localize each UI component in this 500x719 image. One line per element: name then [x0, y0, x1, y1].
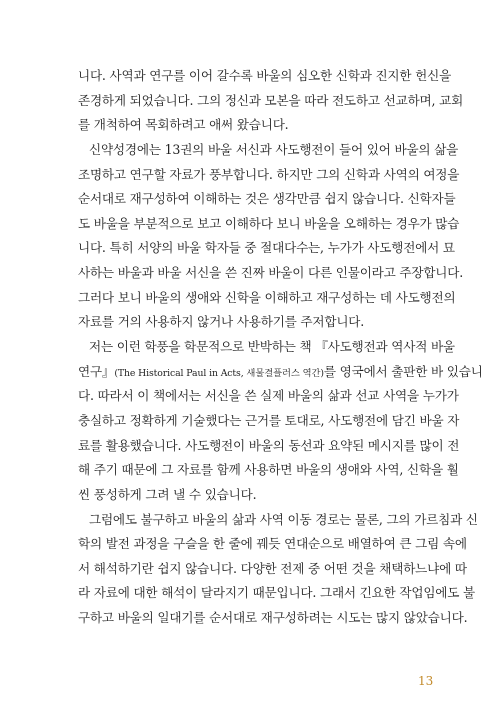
text-line: 를 개척하여 목회하려고 애써 왔습니다.: [78, 117, 289, 133]
text-line: 니다. 사역과 연구를 이어 갈수록 바울의 심오한 신학과 진지한 헌신을: [78, 68, 452, 83]
text-line: 다. 따라서 이 책에서는 서신을 쓴 실제 바울의 삶과 선교 사역을 누가가: [78, 388, 459, 404]
paragraph-1: [78, 64, 464, 138]
text-line: 충실하고 정확하게 기술했다는 근거를 토대로, 사도행전에 담긴 바울 자: [78, 412, 460, 428]
paragraph-2: [78, 138, 464, 335]
text-line: 학의 발전 과정을 구슬을 한 줄에 꿰듯 연대순으로 배열하여 큰 그림 속에: [78, 536, 467, 552]
paragraph-4: [78, 508, 478, 631]
text-line: 라 자료에 대한 해석이 달라지기 때문입니다. 그래서 긴요한 작업임에도 불: [78, 585, 475, 601]
text-line: 니다. 특히 서양의 바울 학자들 중 절대다수는, 누가가 사도행전에서 묘: [78, 240, 455, 256]
text-line: 그럼에도 불구하고 바울의 삶과 사역 이동 경로는 물론, 그의 가르침과 신: [89, 511, 478, 527]
citation-note: (The Historical Paul in Acts, 새물결플러스 역간): [114, 367, 324, 379]
text-line: 자료를 거의 사용하지 않거나 사용하기를 주저합니다.: [78, 314, 365, 330]
paragraph-3: [78, 335, 483, 507]
body-text: [78, 64, 483, 631]
text-line: 그러다 보니 바울의 생애와 신학을 이해하고 재구성하는 데 사도행전의: [78, 289, 456, 305]
text-line: 구하고 바울의 일대기를 순서대로 재구성하려는 시도는 많지 않았습니다.: [78, 610, 468, 626]
text-line: 존경하게 되었습니다. 그의 정신과 모본을 따라 전도하고 선교하며, 교회: [78, 92, 464, 108]
text-line: 저는 이런 학풍을 학문적으로 반박하는 책 『사도행전과 역사적 바울: [89, 339, 455, 355]
text-line: 조명하고 연구할 자료가 풍부합니다. 하지만 그의 신학과 사역의 여정을: [78, 166, 460, 182]
text-run: 를 영국에서 출판한 바 있습니: [323, 363, 483, 379]
book-title-end: 연구』: [78, 363, 115, 379]
text-line: 순서대로 재구성하여 이해하는 것은 생각만큼 쉽지 않습니다. 신학자들: [78, 191, 456, 207]
text-line: 도 바울을 부분적으로 보고 이해하다 보니 바울을 오해하는 경우가 많습: [78, 215, 460, 231]
text-line: 사하는 바울과 바울 서신을 쓴 진짜 바울이 다른 인물이라고 주장합니다.: [78, 265, 464, 281]
text-line: 료를 활용했습니다. 사도행전이 바울의 동선과 요약된 메시지를 많이 전: [78, 437, 460, 453]
text-line-with-citation: [78, 360, 483, 385]
text-line: 서 해석하기란 쉽지 않습니다. 다양한 전제 중 어떤 것을 채택하느냐에 따: [78, 560, 467, 576]
text-line: 해 주기 때문에 그 자료를 함께 사용하면 바울의 생애와 사역, 신학을 훨: [78, 462, 459, 478]
page-number: 13: [418, 674, 434, 688]
text-line: 씬 풍성하게 그려 낼 수 있습니다.: [78, 486, 257, 502]
text-line: 신약성경에는 13권의 바울 서신과 사도행전이 들어 있어 바울의 삶을: [89, 141, 459, 157]
